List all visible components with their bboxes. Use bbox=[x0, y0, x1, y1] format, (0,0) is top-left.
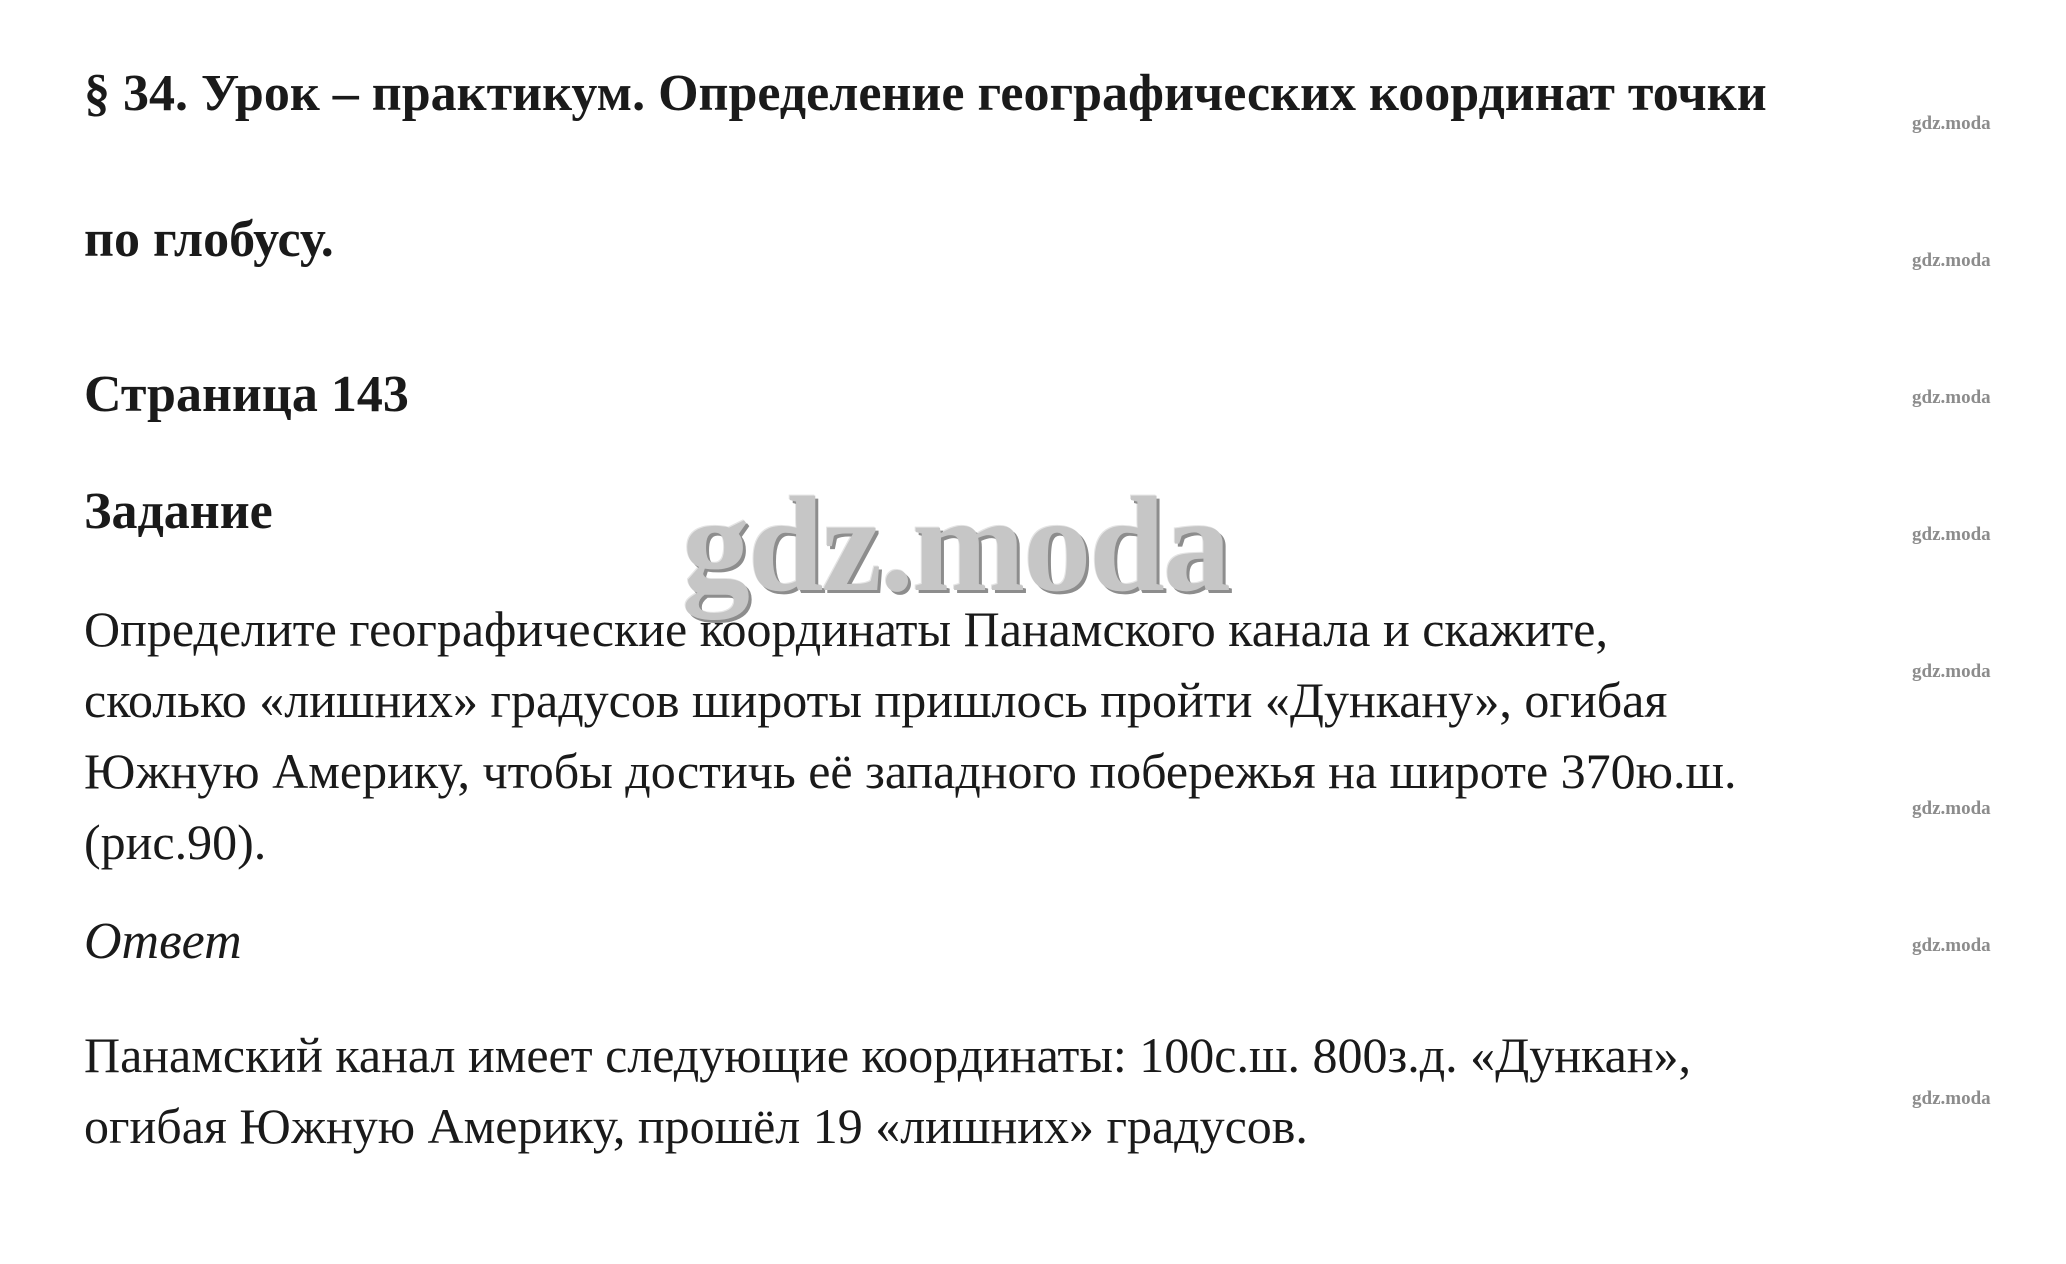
watermark-small: gdz.moda bbox=[1912, 935, 1991, 956]
watermark-small: gdz.moda bbox=[1912, 250, 1991, 271]
answer-line: Панамский канал имеет следующие координаты: 100с.ш. 800з.д. «Дункан», bbox=[84, 1027, 1692, 1083]
watermark-small: gdz.moda bbox=[1912, 1088, 1991, 1109]
task-line: (рис.90). bbox=[84, 814, 267, 870]
task-text bbox=[84, 594, 2044, 878]
watermark-logo: gdz.moda bbox=[682, 470, 1229, 620]
watermark-small: gdz.moda bbox=[1912, 661, 1991, 682]
watermark-small: gdz.moda bbox=[1912, 113, 1991, 134]
watermark-small: gdz.moda bbox=[1912, 524, 1991, 545]
watermark-small: gdz.moda bbox=[1912, 387, 1991, 408]
answer-line: огибая Южную Америку, прошёл 19 «лишних» градусов. bbox=[84, 1098, 1308, 1154]
task-heading: Задание bbox=[84, 483, 273, 540]
task-line: сколько «лишних» градусов широты пришлось пройти «Дункану», огибая bbox=[84, 672, 1668, 728]
task-line: Определите географические координаты Панамского канала и скажите, bbox=[84, 601, 1608, 657]
answer-text bbox=[84, 1020, 2044, 1162]
page-number-heading: Страница 143 bbox=[84, 366, 409, 423]
document-title-line-2: по глобусу. bbox=[84, 211, 334, 268]
watermark-small: gdz.moda bbox=[1912, 798, 1991, 819]
task-line: Южную Америку, чтобы достичь её западного побережья на широте 370ю.ш. bbox=[84, 743, 1737, 799]
document-title-line-1: § 34. Урок – практикум. Определение географических координат точки bbox=[84, 65, 1767, 122]
answer-heading: Ответ bbox=[84, 913, 242, 970]
